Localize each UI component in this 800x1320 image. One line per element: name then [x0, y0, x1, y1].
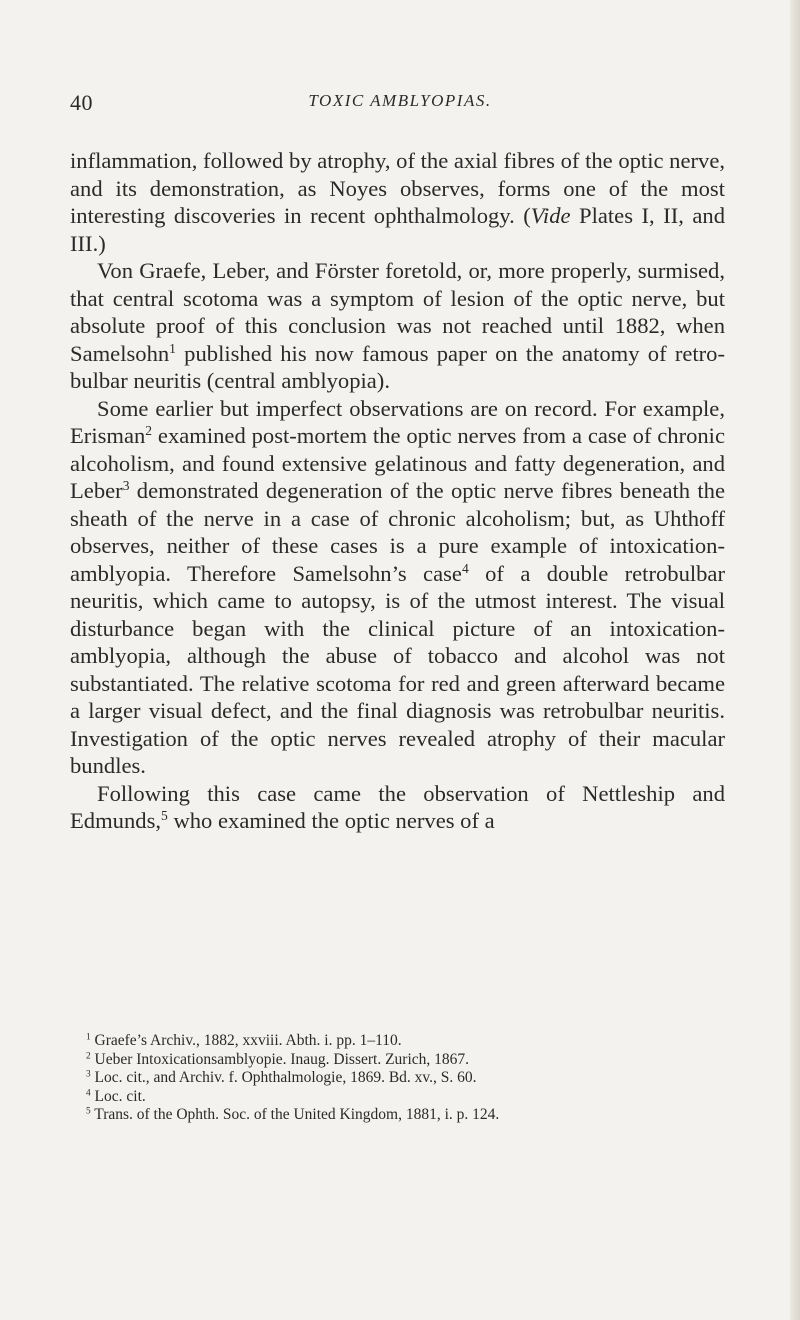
- footnote: [86, 1069, 726, 1088]
- footnote-number: 2: [86, 1050, 91, 1061]
- footnote-text: Loc. cit., and Archiv. f. Ophthalmologie, 1869. Bd. xv., S. 60.: [94, 1069, 477, 1086]
- footnote: [86, 1051, 726, 1070]
- paragraph: [70, 780, 725, 835]
- text-run: Von Graefe, Leber, and Förster foretold, or, more properly, surmised, that central scotoma was a symptom of lesion of the optic nerve, but absolute proof of this conclusion was not reached until 1882, when Samelsohn: [70, 258, 725, 366]
- text-run: examined post-mortem the optic nerves from a case of chronic alcoholism, and found extensive gelatinous and fatty degeneration, and Leber: [70, 423, 725, 503]
- text-run: published his now famous paper on the anatomy of retro-bulbar neuritis (central amblyopia).: [70, 340, 725, 393]
- text-run: inflammation, followed by atrophy, of the axial fibres of the optic nerve, and its demonstration, as Noyes observes, forms one of the most interesting discoveries in recent ophthalmology. (: [70, 148, 725, 228]
- footnote: [86, 1106, 726, 1125]
- footnote: [86, 1032, 726, 1051]
- footnote-ref: 4: [461, 560, 469, 576]
- footnote-text: Graefe’s Archiv., 1882, xxviii. Abth. i. pp. 1–110.: [94, 1032, 402, 1049]
- footnote-ref: 5: [161, 807, 168, 823]
- footnote-number: 1: [86, 1032, 91, 1043]
- footnotes: [86, 1032, 726, 1125]
- text-run: of a double retrobulbar neuritis, which came to autopsy, is of the utmost interest. The visual disturbance began with the clinical picture of an intoxication-amblyopia, although the abuse of tobacco and alcohol was not substantiated. The relative scotoma for red and green afterward became a larger visual defect, and the final diagnosis was retrobulbar neuritis. Investigation of the optic nerves revealed atrophy of their macular bundles.: [70, 560, 725, 778]
- page-edge: [790, 0, 800, 1320]
- paragraph: [70, 147, 725, 257]
- footnote: [86, 1088, 726, 1107]
- text-run: Following this case came the observation of Nettleship and Edmunds,: [70, 780, 725, 833]
- body-text: [70, 147, 725, 835]
- text-run: demonstrated degeneration of the optic nerve fibres beneath the sheath of the nerve in a case of chronic alcoholism; but, as Uhthoff observes, neither of these cases is a pure example of intoxication-amblyopia. Therefore Samelsohn’s case: [70, 478, 725, 586]
- footnote-ref: 2: [145, 422, 153, 438]
- footnote-number: 3: [86, 1069, 91, 1080]
- page-number: 40: [70, 90, 93, 115]
- footnote-ref: 1: [169, 340, 176, 356]
- footnote-number: 4: [86, 1087, 91, 1098]
- page-header: [0, 90, 800, 120]
- running-title: TOXIC AMBLYOPIAS.: [308, 91, 492, 110]
- footnote-text: Ueber Intoxicationsamblyopie. Inaug. Dissert. Zurich, 1867.: [94, 1050, 470, 1068]
- text-run: Plates I, II, and III.): [70, 203, 725, 256]
- text-run: Some earlier but imperfect observations are on record. For example, Erisman: [70, 395, 725, 448]
- paragraph: [70, 395, 725, 780]
- paragraph: [70, 257, 725, 395]
- footnote-ref: 3: [122, 477, 130, 493]
- footnote-number: 5: [86, 1106, 91, 1117]
- italic-text: Vide: [530, 203, 571, 228]
- footnote-text: Loc. cit.: [94, 1087, 146, 1105]
- footnote-text: Trans. of the Ophth. Soc. of the United Kingdom, 1881, i. p. 124.: [94, 1106, 500, 1123]
- text-run: who examined the optic nerves of a: [167, 808, 495, 833]
